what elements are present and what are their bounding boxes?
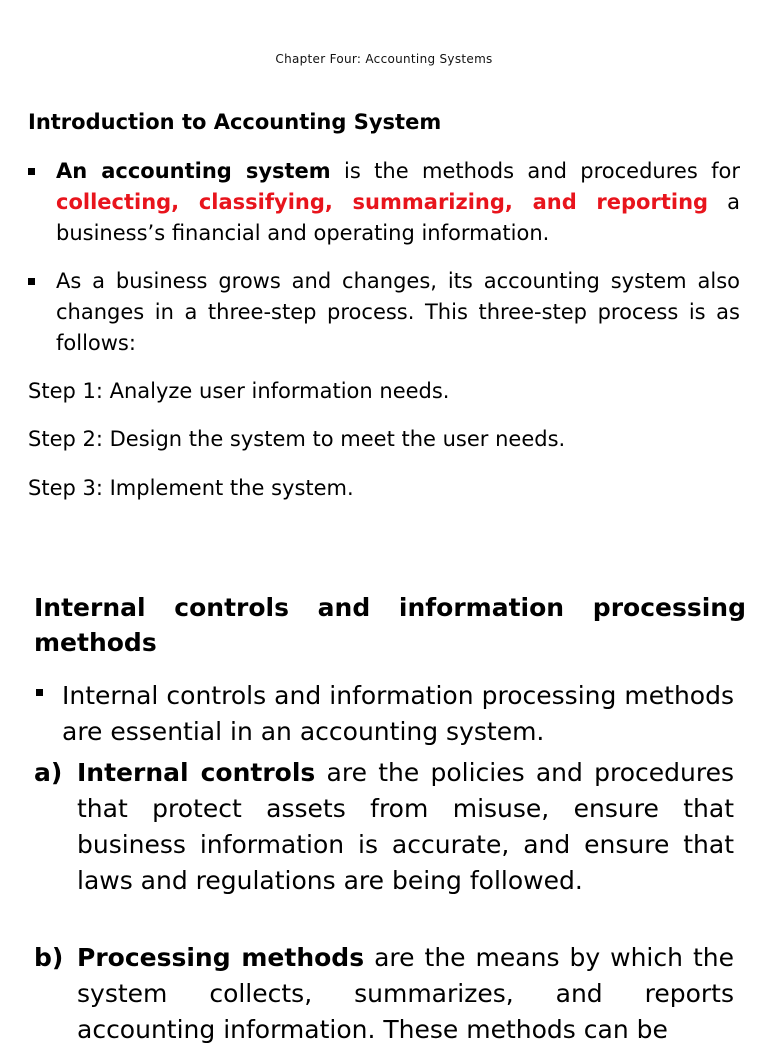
term-processing-methods: Processing methods [77,943,365,972]
list-label-b: b) [34,943,64,972]
section-heading-internal-controls: Internal controls and information processing methods [34,593,746,657]
highlight-phrase: collecting, classifying, summarizing, and reporting [56,190,709,214]
step-1: Step 1: Analyze user information needs. [28,379,450,403]
bullet-square-icon [36,689,43,696]
bullet-square-icon [28,168,35,175]
paragraph-internal-controls-def: Internal controls are the policies and procedures that protect assets from misuse, ensure that business information is accurate, and ensure that laws and regulations are being followed. [77,758,734,895]
term-internal-controls: Internal controls [77,758,316,787]
step-2: Step 2: Design the system to meet the user needs. [28,427,566,451]
paragraph-accounting-system: An accounting system is the methods and procedures for collecting, classifying, summarizing, and reporting a business’s financial and operating information. [56,159,740,245]
bullet-square-icon [28,278,35,285]
section-heading-intro: Introduction to Accounting System [28,110,442,134]
paragraph-internal-controls-intro: Internal controls and information processing methods are essential in an accounting system. [62,681,734,746]
term-accounting-system: An accounting system [56,159,331,183]
step-3: Step 3: Implement the system. [28,476,354,500]
paragraph-processing-methods-def: Processing methods are the means by which the system collects, summarizes, and reports accounting information. These methods can be [77,943,734,1044]
page-header: Chapter Four: Accounting Systems [275,52,493,66]
paragraph-three-step: As a business grows and changes, its accounting system also changes in a three-step process. This three-step process is as follows: [56,269,740,355]
list-label-a: a) [34,758,63,787]
